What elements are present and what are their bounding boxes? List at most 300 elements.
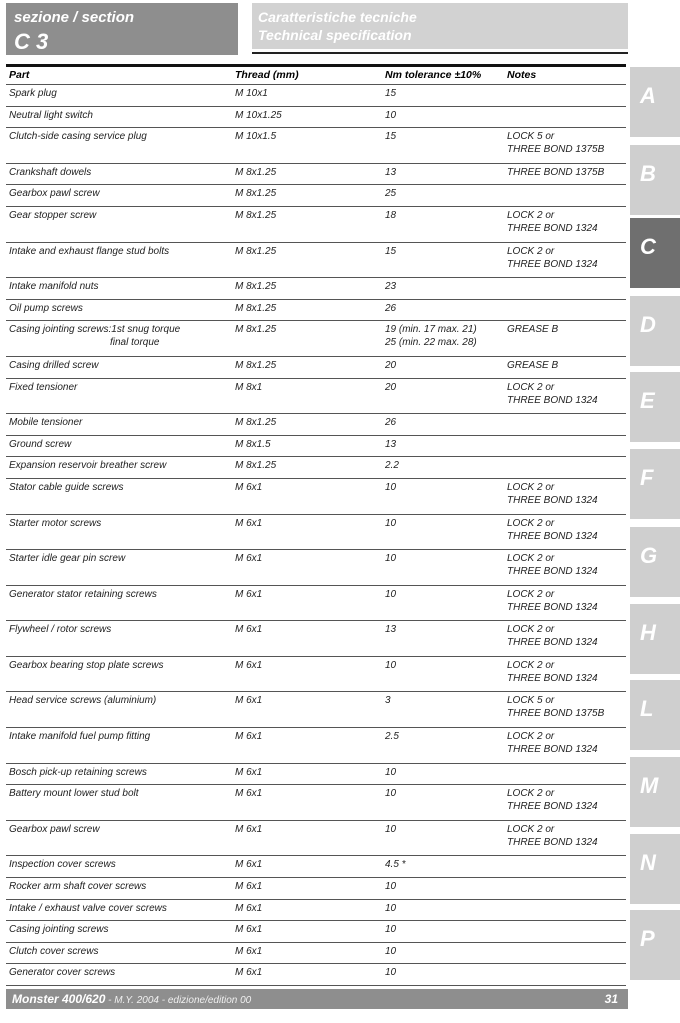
- notes-cell-line1: LOCK 2 or: [507, 553, 555, 565]
- notes-cell: [507, 659, 598, 685]
- thread-cell: [235, 381, 262, 394]
- thread-cell: [235, 187, 276, 200]
- section-tab-l[interactable]: [630, 680, 680, 750]
- thread-cell-line1: M 8x1.25: [235, 324, 277, 336]
- thread-cell-line1: M 8x1.25: [235, 166, 277, 178]
- part-cell: [9, 858, 116, 871]
- notes-cell: [507, 730, 598, 756]
- part-cell: [9, 787, 139, 800]
- thread-cell: [235, 280, 276, 293]
- part-cell-line2: final torque: [110, 337, 160, 349]
- torque-cell: [385, 588, 396, 601]
- torque-cell: [385, 481, 396, 494]
- title-header: [252, 3, 628, 49]
- table-row: [6, 764, 626, 786]
- thread-cell: [235, 945, 262, 958]
- section-tab-a[interactable]: [630, 67, 680, 137]
- thread-cell: [235, 588, 262, 601]
- part-cell: [9, 459, 166, 472]
- table-row: [6, 856, 626, 878]
- notes-cell: [507, 552, 598, 578]
- notes-cell-line1: LOCK 5 or: [507, 131, 555, 143]
- part-cell: [9, 166, 91, 179]
- table-row: [6, 785, 626, 821]
- notes-cell-line2: THREE BOND 1324: [507, 530, 598, 542]
- part-cell-line1: Rocker arm shaft cover screws: [9, 881, 147, 893]
- part-cell: [9, 130, 147, 143]
- part-cell: [9, 659, 164, 672]
- notes-cell-line1: GREASE B: [507, 324, 559, 336]
- torque-cell-line1: 10: [385, 766, 397, 778]
- torque-cell-line1: 10: [385, 588, 397, 600]
- table-row: [6, 243, 626, 279]
- part-cell: [9, 416, 82, 429]
- thread-cell-line1: M 6x1: [235, 881, 263, 893]
- notes-cell-line2: THREE BOND 1324: [507, 222, 598, 234]
- torque-cell-line1: 13: [385, 624, 397, 636]
- table-row: [6, 515, 626, 551]
- header-divider: [252, 52, 628, 54]
- torque-cell-line1: 15: [385, 245, 397, 257]
- section-tab-label: E: [640, 388, 655, 413]
- table-row: [6, 821, 626, 857]
- section-tab-label: H: [640, 620, 656, 645]
- title-italian: Caratteristiche tecniche: [258, 9, 417, 25]
- notes-cell-line2: THREE BOND 1324: [507, 258, 598, 270]
- notes-cell-line2: THREE BOND 1324: [507, 601, 598, 613]
- part-cell: [9, 381, 77, 394]
- table-row: [6, 586, 626, 622]
- part-cell: [9, 588, 157, 601]
- thread-cell-line1: M 6x1: [235, 517, 263, 529]
- section-tab-f[interactable]: [630, 449, 680, 519]
- column-header-notes: Notes: [507, 69, 537, 81]
- torque-cell-line1: 10: [385, 945, 397, 957]
- table-row: [6, 728, 626, 764]
- part-cell: [9, 730, 150, 743]
- table-row: [6, 414, 626, 436]
- thread-cell: [235, 766, 262, 779]
- torque-cell: [385, 902, 396, 915]
- torque-cell: [385, 730, 399, 743]
- part-cell-line1: Bosch pick-up retaining screws: [9, 766, 147, 778]
- torque-cell: [385, 416, 396, 429]
- part-cell: [9, 517, 101, 530]
- section-tab-g[interactable]: [630, 527, 680, 597]
- torque-cell: [385, 966, 396, 979]
- notes-cell-line2: THREE BOND 1324: [507, 637, 598, 649]
- thread-cell-line1: M 6x1: [235, 588, 263, 600]
- torque-cell-line1: 10: [385, 788, 397, 800]
- torque-cell-line1: 19 (min. 17 max. 21): [385, 324, 477, 336]
- torque-cell: [385, 552, 396, 565]
- section-tab-label: G: [640, 543, 658, 568]
- page-number: 31: [604, 992, 618, 1006]
- notes-cell: [507, 823, 598, 849]
- thread-cell: [235, 245, 276, 258]
- thread-cell: [235, 517, 262, 530]
- thread-cell-line1: M 6x1: [235, 695, 263, 707]
- part-cell-line1: Intake manifold fuel pump fitting: [9, 731, 151, 743]
- thread-cell-line1: M 6x1: [235, 766, 263, 778]
- torque-cell-line1: 10: [385, 109, 397, 121]
- torque-cell: [385, 945, 396, 958]
- torque-cell: [385, 823, 396, 836]
- thread-cell-line1: M 10x1.25: [235, 109, 282, 121]
- thread-cell-line1: M 8x1.25: [235, 359, 277, 371]
- table-row: [6, 657, 626, 693]
- torque-cell-line1: 4.5 *: [385, 859, 406, 871]
- part-cell-line1: Crankshaft dowels: [9, 166, 92, 178]
- table-row: [6, 300, 626, 322]
- thread-cell: [235, 359, 276, 372]
- page-footer: [6, 989, 628, 1009]
- torque-cell-line1: 10: [385, 517, 397, 529]
- section-header: [6, 3, 238, 55]
- thread-cell: [235, 438, 271, 451]
- part-cell-line1: Starter idle gear pin screw: [9, 553, 126, 565]
- torque-cell-line1: 13: [385, 166, 397, 178]
- thread-cell-line1: M 8x1.5: [235, 438, 271, 450]
- part-cell: [9, 945, 98, 958]
- part-cell-line1: Gearbox bearing stop plate screws: [9, 659, 164, 671]
- thread-cell: [235, 730, 262, 743]
- torque-cell: [385, 280, 396, 293]
- torque-cell-line1: 23: [385, 281, 397, 293]
- part-cell-line1: Inspection cover screws: [9, 859, 116, 871]
- torque-cell-line1: 10: [385, 823, 397, 835]
- section-code: C 3: [14, 29, 49, 54]
- notes-cell-line1: LOCK 2 or: [507, 659, 555, 671]
- notes-cell-line2: THREE BOND 1324: [507, 494, 598, 506]
- part-cell-line1: Starter motor screws: [9, 517, 102, 529]
- part-cell-line1: Battery mount lower stud bolt: [9, 788, 139, 800]
- part-cell-line1: Gearbox pawl screw: [9, 823, 100, 835]
- part-cell: [9, 623, 111, 636]
- part-cell: [9, 302, 83, 315]
- torque-cell: [385, 923, 396, 936]
- part-cell-line1: Stator cable guide screws: [9, 481, 124, 493]
- thread-cell-line1: M 6x1: [235, 481, 263, 493]
- torque-cell: [385, 109, 396, 122]
- notes-cell: [507, 323, 558, 336]
- table-row: [6, 943, 626, 965]
- torque-cell-line1: 2.2: [385, 460, 399, 472]
- torque-cell-line1: 10: [385, 967, 397, 979]
- part-cell-line1: Generator stator retaining screws: [9, 588, 157, 600]
- notes-cell: [507, 130, 604, 156]
- part-cell-line1: Casing drilled screw: [9, 359, 99, 371]
- thread-cell-line1: M 8x1.25: [235, 188, 277, 200]
- table-row: [6, 85, 626, 107]
- thread-cell: [235, 481, 262, 494]
- thread-cell-line1: M 6x1: [235, 859, 263, 871]
- part-cell: [9, 880, 146, 893]
- footer-model-name: Monster 400/620: [12, 992, 106, 1006]
- thread-cell: [235, 87, 268, 100]
- notes-cell: [507, 166, 604, 179]
- part-cell-line1: Intake manifold nuts: [9, 281, 99, 293]
- thread-cell-line1: M 6x1: [235, 659, 263, 671]
- part-cell-line1: Oil pump screws: [9, 302, 83, 314]
- torque-cell-line1: 26: [385, 302, 397, 314]
- table-row: [6, 379, 626, 415]
- section-tab-c[interactable]: [630, 218, 680, 288]
- torque-cell: [385, 517, 396, 530]
- table-row: [6, 164, 626, 186]
- thread-cell-line1: M 6x1: [235, 788, 263, 800]
- column-header-nm: Nm tolerance ±10%: [385, 69, 482, 81]
- thread-cell: [235, 823, 262, 836]
- thread-cell: [235, 880, 262, 893]
- notes-cell: [507, 359, 558, 372]
- torque-cell-line1: 26: [385, 417, 397, 429]
- table-row: [6, 128, 626, 164]
- thread-cell: [235, 109, 282, 122]
- thread-cell: [235, 966, 262, 979]
- section-tab-e[interactable]: [630, 372, 680, 442]
- thread-cell: [235, 623, 262, 636]
- thread-cell-line1: M 8x1: [235, 381, 263, 393]
- thread-cell: [235, 459, 276, 472]
- section-tab-label: F: [640, 465, 654, 490]
- thread-cell-line1: M 6x1: [235, 967, 263, 979]
- column-header-part: Part: [9, 69, 30, 81]
- part-cell-line1: Clutch cover screws: [9, 945, 99, 957]
- torque-cell-line1: 2.5: [385, 731, 399, 743]
- part-cell-line1: Ground screw: [9, 438, 72, 450]
- section-tab-p[interactable]: [630, 910, 680, 980]
- part-cell: [9, 359, 98, 372]
- table-row: [6, 964, 626, 986]
- table-row: [6, 550, 626, 586]
- notes-cell-line1: LOCK 2 or: [507, 823, 555, 835]
- torque-cell: [385, 130, 396, 143]
- section-tab-label: P: [640, 926, 655, 951]
- part-cell-line1: Spark plug: [9, 88, 57, 99]
- thread-cell-line1: M 10x1: [235, 88, 268, 99]
- torque-cell: [385, 209, 396, 222]
- table-row: [6, 479, 626, 515]
- section-tab-n[interactable]: [630, 834, 680, 904]
- table-row: [6, 107, 626, 129]
- torque-table: [6, 67, 626, 986]
- notes-cell-line1: LOCK 5 or: [507, 695, 555, 707]
- notes-cell: [507, 787, 598, 813]
- part-cell: [9, 481, 124, 494]
- part-cell-line1: Gear stopper screw: [9, 209, 97, 221]
- thread-cell: [235, 552, 262, 565]
- footer-model: [12, 992, 251, 1006]
- table-row: [6, 185, 626, 207]
- thread-cell-line1: M 6x1: [235, 624, 263, 636]
- part-cell-line1: Intake / exhaust valve cover screws: [9, 902, 167, 914]
- torque-cell-line1: 10: [385, 659, 397, 671]
- column-header-thread: Thread (mm): [235, 69, 299, 81]
- thread-cell: [235, 694, 262, 707]
- table-row: [6, 621, 626, 657]
- torque-cell-line1: 10: [385, 553, 397, 565]
- table-row: [6, 921, 626, 943]
- section-tab-m[interactable]: [630, 757, 680, 827]
- thread-cell-line1: M 6x1: [235, 924, 263, 936]
- thread-cell: [235, 302, 276, 315]
- part-cell: [9, 694, 156, 707]
- part-cell: [9, 209, 96, 222]
- torque-cell-line1: 10: [385, 481, 397, 493]
- thread-cell-line1: M 8x1.25: [235, 209, 277, 221]
- notes-cell: [507, 209, 598, 235]
- notes-cell-line1: LOCK 2 or: [507, 517, 555, 529]
- notes-cell-line1: GREASE B: [507, 359, 559, 371]
- part-cell: [9, 766, 147, 779]
- torque-cell-line1: 15: [385, 88, 397, 99]
- torque-cell: [385, 166, 396, 179]
- part-cell: [9, 280, 99, 293]
- notes-cell-line1: LOCK 2 or: [507, 788, 555, 800]
- thread-cell-line1: M 8x1.25: [235, 302, 277, 314]
- thread-cell: [235, 416, 276, 429]
- torque-cell-line1: 3: [385, 695, 391, 707]
- notes-cell: [507, 623, 598, 649]
- section-label: sezione / section: [14, 9, 135, 26]
- section-tab-label: A: [640, 83, 656, 108]
- torque-cell-line1: 25: [385, 188, 397, 200]
- part-cell: [9, 923, 109, 936]
- thread-cell-line1: M 6x1: [235, 823, 263, 835]
- torque-cell: [385, 359, 396, 372]
- torque-cell: [385, 381, 396, 394]
- section-tab-h[interactable]: [630, 604, 680, 674]
- torque-cell: [385, 459, 399, 472]
- torque-cell: [385, 880, 396, 893]
- table-row: [6, 207, 626, 243]
- part-cell-line1: Generator cover screws: [9, 967, 116, 979]
- notes-cell-line1: LOCK 2 or: [507, 381, 555, 393]
- table-row: [6, 321, 626, 357]
- part-cell-line1: Casing jointing screws:1st snug torque: [9, 324, 181, 336]
- part-cell: [9, 966, 115, 979]
- part-cell-line1: Neutral light switch: [9, 109, 93, 121]
- thread-cell: [235, 209, 276, 222]
- thread-cell-line1: M 8x1.25: [235, 281, 277, 293]
- section-tab-b[interactable]: [630, 145, 680, 215]
- part-cell: [9, 823, 100, 836]
- part-cell-line1: Flywheel / rotor screws: [9, 624, 112, 636]
- table-row: [6, 357, 626, 379]
- notes-cell-line1: LOCK 2 or: [507, 209, 555, 221]
- part-cell: [9, 109, 93, 122]
- thread-cell: [235, 902, 262, 915]
- part-cell-line1: Mobile tensioner: [9, 417, 83, 429]
- torque-cell-line1: 13: [385, 438, 397, 450]
- section-tab-label: C: [640, 234, 656, 259]
- notes-cell-line1: THREE BOND 1375B: [507, 166, 605, 178]
- part-cell: [9, 323, 180, 349]
- torque-cell: [385, 302, 396, 315]
- notes-cell: [507, 245, 598, 271]
- torque-cell: [385, 659, 396, 672]
- section-tab-label: N: [640, 850, 656, 875]
- part-cell: [9, 245, 169, 258]
- torque-cell-line2: 25 (min. 22 max. 28): [385, 337, 477, 349]
- footer-edition: - M.Y. 2004 - edizione/edition 00: [105, 995, 252, 1006]
- thread-cell-line1: M 8x1.25: [235, 460, 277, 472]
- title-english: Technical specification: [258, 27, 412, 43]
- notes-cell: [507, 517, 598, 543]
- notes-cell: [507, 588, 598, 614]
- thread-cell: [235, 858, 262, 871]
- notes-cell-line2: THREE BOND 1375B: [507, 144, 605, 156]
- notes-cell-line1: LOCK 2 or: [507, 481, 555, 493]
- section-tab-label: B: [640, 161, 656, 186]
- table-row: [6, 692, 626, 728]
- part-cell: [9, 902, 167, 915]
- notes-cell-line2: THREE BOND 1324: [507, 672, 598, 684]
- notes-cell-line1: LOCK 2 or: [507, 624, 555, 636]
- notes-cell-line2: THREE BOND 1324: [507, 836, 598, 848]
- torque-cell: [385, 858, 406, 871]
- part-cell-line1: Casing jointing screws: [9, 924, 109, 936]
- notes-cell-line2: THREE BOND 1324: [507, 744, 598, 756]
- thread-cell-line1: M 8x1.25: [235, 417, 277, 429]
- thread-cell-line1: M 10x1.5: [235, 131, 277, 143]
- thread-cell-line1: M 6x1: [235, 945, 263, 957]
- torque-cell: [385, 438, 396, 451]
- part-cell: [9, 187, 100, 200]
- torque-cell-line1: 20: [385, 359, 397, 371]
- part-cell-line1: Fixed tensioner: [9, 381, 78, 393]
- notes-cell-line2: THREE BOND 1375B: [507, 708, 605, 720]
- part-cell-line1: Expansion reservoir breather screw: [9, 460, 167, 472]
- notes-cell-line1: LOCK 2 or: [507, 245, 555, 257]
- part-cell: [9, 438, 71, 451]
- torque-cell-line1: 18: [385, 209, 397, 221]
- thread-cell-line1: M 6x1: [235, 902, 263, 914]
- notes-cell-line1: LOCK 2 or: [507, 731, 555, 743]
- table-header-row: [6, 67, 626, 85]
- section-tab-label: M: [640, 773, 659, 798]
- notes-cell-line2: THREE BOND 1324: [507, 801, 598, 813]
- torque-cell: [385, 87, 396, 100]
- part-cell-line1: Intake and exhaust flange stud bolts: [9, 245, 170, 257]
- notes-cell: [507, 694, 604, 720]
- torque-cell-line1: 10: [385, 902, 397, 914]
- thread-cell: [235, 166, 276, 179]
- torque-cell: [385, 323, 477, 349]
- torque-cell: [385, 766, 396, 779]
- notes-cell-line1: LOCK 2 or: [507, 588, 555, 600]
- thread-cell: [235, 130, 276, 143]
- torque-cell-line1: 10: [385, 881, 397, 893]
- table-row: [6, 878, 626, 900]
- notes-cell: [507, 381, 598, 407]
- section-tab-label: L: [640, 696, 654, 721]
- part-cell-line1: Head service screws (aluminium): [9, 695, 157, 707]
- thread-cell: [235, 323, 276, 336]
- section-tab-label: D: [640, 312, 656, 337]
- part-cell-line1: Gearbox pawl screw: [9, 188, 100, 200]
- torque-cell-line1: 15: [385, 131, 397, 143]
- torque-cell: [385, 245, 396, 258]
- table-row: [6, 900, 626, 922]
- torque-cell: [385, 787, 396, 800]
- section-tab-d[interactable]: [630, 296, 680, 366]
- table-row: [6, 436, 626, 458]
- notes-cell: [507, 481, 598, 507]
- part-cell: [9, 87, 57, 100]
- torque-cell-line1: 20: [385, 381, 397, 393]
